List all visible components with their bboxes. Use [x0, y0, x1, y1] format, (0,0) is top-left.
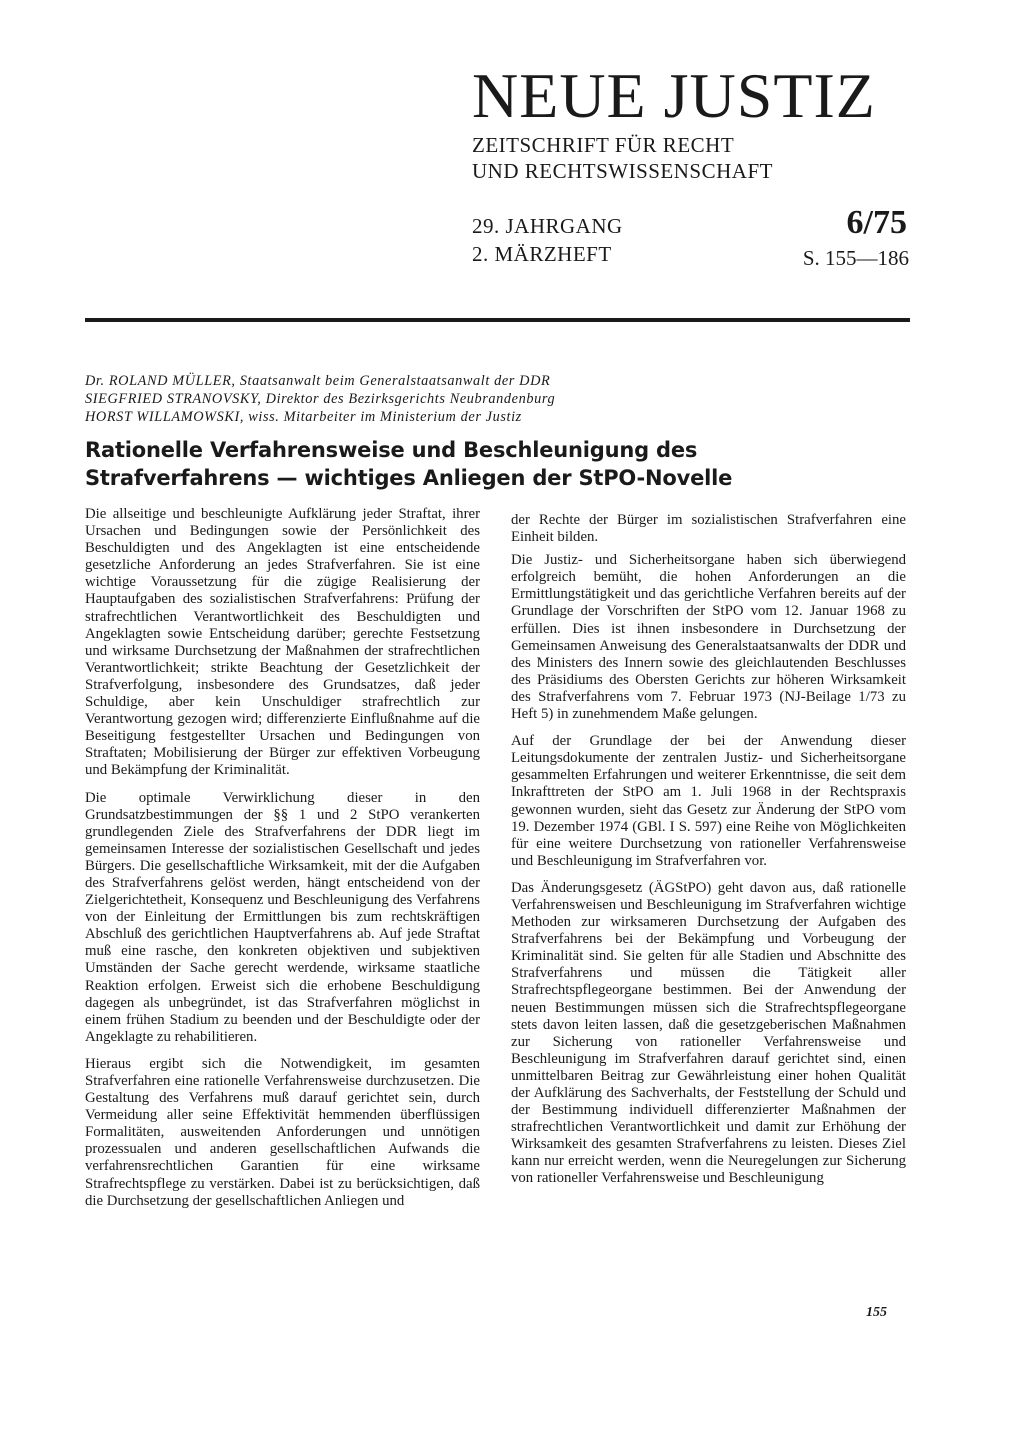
paragraph: Hieraus ergibt sich die Notwendigkeit, im gesamten Strafverfahren eine rationelle Verfahrensweise durchzusetzen. Die Gestaltung des Verfahrens muß darauf gerichtet sein, durch Vermeidung aller seine Effektivität hemmenden überflüssigen Formalitäten, ausweitenden Anforderungen und unnötigen prozessualen und anderen gesellschaftlichen Aufwands die verfahrensrechtlichen Garantien für eine wirksame Strafrechtspflege zu verstärken. Dabei ist zu berücksichtigen, daß die Durchsetzung der gesellschaftlichen Anliegen und	[85, 1055, 480, 1209]
author-list	[85, 372, 685, 426]
journal-subtitle-line2: UND RECHTSWISSENSCHAFT	[472, 159, 773, 183]
journal-subtitle-line1: ZEITSCHRIFT FÜR RECHT	[472, 133, 735, 157]
paragraph: Die optimale Verwirklichung dieser in den Grundsatzbestimmungen der §§ 1 und 2 StPO verankerten grundlegenden Ziele des Strafverfahrens der DDR liegt im gemeinsamen Interesse der sozialistischen Gesellschaft und jedes Bürgers. Die gesellschaftliche Wirksamkeit, mit der die Aufgaben des Strafverfahrens gelöst werden, hängt entscheidend von der Zielgerichtetheit, Konsequenz und Beschleunigung des Verfahrens von der Einleitung der Ermittlungen bis zum rechtskräftigen Abschluß des gerichtlichen Hauptverfahrens ab. Auf jede Straftat muß eine rasche, den konkreten objektiven und subjektiven Umständen der Sache gerecht werdende, wirksame staatliche Reaktion erfolgen. Erweist sich die erhobene Beschuldigung dagegen als unbegründet, ist das Strafverfahren möglichst in einem frühen Stadium zu beenden und der Beschuldigte oder der Angeklagte zu rehabilitieren.	[85, 789, 480, 1045]
journal-title: NEUE JUSTIZ	[472, 60, 876, 131]
issue-number: 6/75	[846, 204, 907, 241]
paragraph: Das Änderungsgesetz (ÄGStPO) geht davon aus, daß rationelle Verfahrensweisen und Beschleunigung im Strafverfahren wichtige Methoden zur wirksameren Durchsetzung der Aufgaben des Strafverfahrens bei der Bekämpfung und Vorbeugung der Kriminalität sind. Sie gelten für alle Stadien und Abschnitte des Strafverfahrens und müssen die Tätigkeit aller Strafrechtspflegeorgane bestimmen. Bei der Anwendung der neuen Bestimmungen müssen sich die Strafrechtspflegeorgane stets davon leiten lassen, daß die gesetzgeberischen Maßnahmen zur Sicherung von rationeller Verfahrensweise und Beschleunigung im Strafverfahren darauf gerichtet sind, einen unmittelbaren Beitrag zur Gewährleistung einer hohen Qualität der Aufklärung des Sachverhalts, der Feststellung der Schuld und der Bestimmung individuell differenzierter Maßnahmen der strafrechtlichen Verantwortlichkeit und damit zur Erhöhung der Wirksamkeit des gesamten Strafverfahrens zu leisten. Dieses Ziel kann nur erreicht werden, wenn die Neuregelungen zur Sicherung von rationeller Verfahrensweise und Beschleunigung	[511, 879, 906, 1187]
author-line: SIEGFRIED STRANOVSKY, Direktor des Bezirksgerichts Neubrandenburg	[85, 391, 556, 407]
article-title: Rationelle Verfahrensweise und Beschleunigung des Strafverfahrens — wichtiges Anliegen der StPO-Novelle	[85, 438, 733, 490]
author-line: Dr. ROLAND MÜLLER, Staatsanwalt beim Generalstaatsanwalt der DDR	[85, 373, 551, 389]
edition: 2. MÄRZHEFT	[472, 242, 612, 266]
header-rule	[85, 318, 910, 322]
page-range: S. 155—186	[802, 246, 909, 270]
issue-info	[472, 204, 917, 280]
text-column-left	[85, 506, 480, 1220]
author-line: HORST WILLAMOWSKI, wiss. Mitarbeiter im Ministerium der Justiz	[85, 409, 522, 425]
paragraph: der Rechte der Bürger im sozialistischen Strafverfahren eine Einheit bilden.	[511, 512, 906, 546]
volume: 29. JAHRGANG	[472, 214, 623, 238]
paragraph: Auf der Grundlage der bei der Anwendung dieser Leitungsdokumente der zentralen Justiz- und Sicherheitsorgane gesammelten Erfahrungen und weiterer Erkenntnisse, die seit dem Inkrafttreten der StPO am 1. Juli 1968 in der Rechtspraxis gewonnen wurden, sieht das Gesetz zur Änderung der StPO vom 19. Dezember 1974 (GBl. I S. 597) eine Reihe von Möglichkeiten für eine weitere Durchsetzung von rationeller Verfahrensweise und Beschleunigung im Strafverfahren vor.	[511, 733, 906, 869]
paragraph: Die Justiz- und Sicherheitsorgane haben sich überwiegend erfolgreich bemüht, die hohen Anforderungen an die Ermittlungstätigkeit und das gerichtliche Verfahren bereits auf der Grundlage der Vorschriften der StPO vom 12. Januar 1968 zu erfüllen. Dies ist ihnen insbesondere in Durchsetzung der Gemeinsamen Anweisung des Generalstaatsanwalts der DDR und des Ministers des Innern sowie des gleichlautenden Beschlusses des Präsidiums des Obersten Gerichts zur höheren Wirksamkeit des Strafverfahrens vom 7. Februar 1973 (NJ-Beilage 1/73 zu Heft 5) in zunehmendem Maße gelungen.	[511, 552, 906, 723]
text-column-right	[511, 512, 906, 1198]
paragraph: Die allseitige und beschleunigte Aufklärung jeder Straftat, ihrer Ursachen und Bedingungen sowie der Persönlichkeit des Beschuldigten und des Angeklagten ist eine entscheidende gesetzliche Anforderung an jedes Strafverfahren. Sie ist eine wichtige Voraussetzung für die zügige Realisierung der Hauptaufgaben des sozialistischen Strafverfahrens: Prüfung der strafrechtlichen Verantwortlichkeit des Beschuldigten und Angeklagten sowie Entscheidung darüber; gerechte Festsetzung und wirksame Durchsetzung der Maßnahmen der strafrechtlichen Verantwortlichkeit; strikte Beachtung der Gesetzlichkeit der Strafverfolgung, insbesondere des Grundsatzes, daß jeder Schuldige, aber kein Unschuldiger strafrechtlich zur Verantwortung gezogen wird; differenzierte Einflußnahme auf die Beseitigung festgestellter Ursachen und Bedingungen von Straftaten; Mobilisierung der Bürger zur effektiven Vorbeugung und Bekämpfung der Kriminalität.	[85, 506, 480, 779]
page-number: 155	[866, 1305, 887, 1320]
masthead	[472, 60, 922, 184]
